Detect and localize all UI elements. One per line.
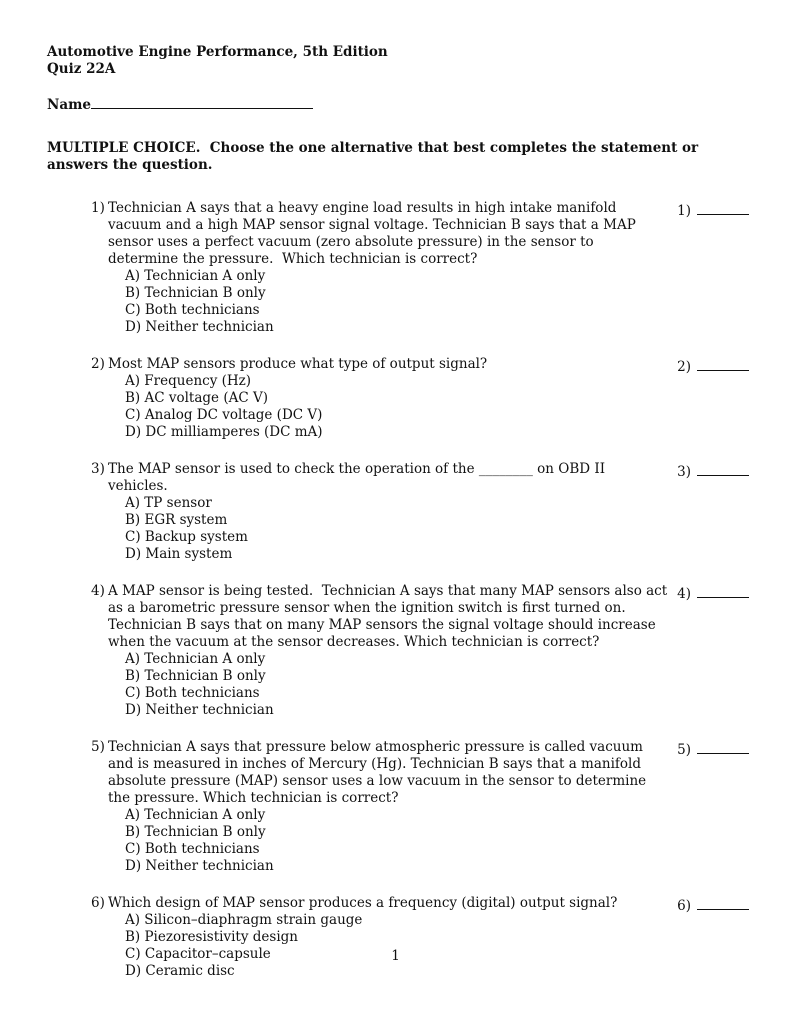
- answer-blank-line[interactable]: [697, 200, 749, 215]
- question-number: 6): [91, 895, 105, 911]
- option-d: D) Neither technician: [125, 319, 274, 335]
- question-1: [93, 200, 745, 336]
- question-2: [93, 356, 745, 441]
- name-blank-line[interactable]: [91, 94, 313, 109]
- option-c: C) Backup system: [125, 529, 248, 545]
- option-c: C) Analog DC voltage (DC V): [125, 407, 323, 423]
- option-a: A) Silicon–diaphragm strain gauge: [125, 912, 363, 928]
- answer-blank-line[interactable]: [697, 461, 749, 476]
- answer-area: [676, 461, 786, 481]
- option-a: A) Technician A only: [125, 268, 266, 284]
- option-b: B) EGR system: [125, 512, 228, 528]
- question-text: Which design of MAP sensor produces a frequency (digital) output signal?: [108, 895, 618, 911]
- page-number: 1: [391, 948, 400, 964]
- question-body: [108, 200, 668, 336]
- option-list: [108, 912, 668, 980]
- option-b: B) AC voltage (AC V): [125, 390, 268, 406]
- question-body: [108, 895, 668, 980]
- option-a: A) Frequency (Hz): [125, 373, 252, 389]
- option-b: B) Technician B only: [125, 285, 266, 301]
- option-c: C) Both technicians: [125, 302, 260, 318]
- question-number: 2): [91, 356, 105, 372]
- answer-area: [676, 356, 786, 376]
- option-list: [108, 373, 668, 441]
- option-a: A) TP sensor: [125, 495, 212, 511]
- question-text: Most MAP sensors produce what type of output signal?: [108, 356, 488, 372]
- answer-blank-line[interactable]: [697, 739, 749, 754]
- option-b: B) Piezoresistivity design: [125, 929, 298, 945]
- question-number: 4): [91, 583, 105, 599]
- option-a: A) Technician A only: [125, 651, 266, 667]
- answer-blank-line[interactable]: [697, 583, 749, 598]
- option-list: [108, 495, 668, 563]
- answer-blank-line[interactable]: [697, 356, 749, 371]
- option-d: D) Neither technician: [125, 858, 274, 874]
- question-text: The MAP sensor is used to check the operation of the ________ on OBD II vehicles.: [108, 461, 610, 494]
- name-row: [47, 94, 745, 114]
- option-d: D) Main system: [125, 546, 233, 562]
- answer-area: [676, 739, 786, 759]
- option-list: [108, 807, 668, 875]
- option-list: [108, 268, 668, 336]
- question-body: [108, 739, 668, 875]
- question-3: [93, 461, 745, 563]
- option-c: C) Both technicians: [125, 685, 260, 701]
- question-6: [93, 895, 745, 980]
- option-b: B) Technician B only: [125, 824, 266, 840]
- question-number: 5): [91, 739, 105, 755]
- question-number: 3): [91, 461, 105, 477]
- answer-number: 2): [677, 359, 691, 375]
- question-text: Technician A says that pressure below atmospheric pressure is called vacuum and is measured in inches of Mercury (Hg). Technician B says that a manifold absolute pressure (MAP) sensor uses a low vacuum in the sensor to determine the pressure. Which technician is correct?: [108, 739, 651, 806]
- answer-number: 3): [677, 464, 691, 480]
- answer-area: [676, 583, 786, 603]
- question-body: [108, 356, 668, 441]
- question-text: Technician A says that a heavy engine load results in high intake manifold vacuum and a high MAP sensor signal voltage. Technician B says that a MAP sensor uses a perfect vacuum (zero absolute pressure) in the sensor to determine the pressure. Which technician is correct?: [108, 200, 641, 267]
- option-d: D) DC milliamperes (DC mA): [125, 424, 323, 440]
- answer-number: 5): [677, 742, 691, 758]
- question-number: 1): [91, 200, 105, 216]
- question-list: [47, 200, 745, 980]
- option-d: D) Neither technician: [125, 702, 274, 718]
- answer-number: 6): [677, 898, 691, 914]
- answer-number: 4): [677, 586, 691, 602]
- question-5: [93, 739, 745, 875]
- option-a: A) Technician A only: [125, 807, 266, 823]
- option-c: C) Both technicians: [125, 841, 260, 857]
- answer-number: 1): [677, 203, 691, 219]
- document-subtitle: Quiz 22A: [47, 61, 116, 77]
- option-d: D) Ceramic disc: [125, 963, 235, 979]
- answer-area: [676, 895, 786, 915]
- instructions-heading: MULTIPLE CHOICE. Choose the one alternative that best completes the statement or answers the question.: [47, 140, 703, 173]
- option-c: C) Capacitor–capsule: [125, 946, 271, 962]
- name-label: Name: [47, 97, 91, 113]
- option-list: [108, 651, 668, 719]
- answer-blank-line[interactable]: [697, 895, 749, 910]
- answer-area: [676, 200, 786, 220]
- document-title: Automotive Engine Performance, 5th Edition: [47, 44, 388, 60]
- question-body: [108, 461, 668, 563]
- question-text: A MAP sensor is being tested. Technician A says that many MAP sensors also act as a barometric pressure sensor when the ignition switch is first turned on. Technician B says that on many MAP sensors the signal voltage should increase when the vacuum at the sensor decreases. Which technician is correct?: [108, 583, 672, 650]
- question-4: [93, 583, 745, 719]
- option-b: B) Technician B only: [125, 668, 266, 684]
- question-body: [108, 583, 672, 719]
